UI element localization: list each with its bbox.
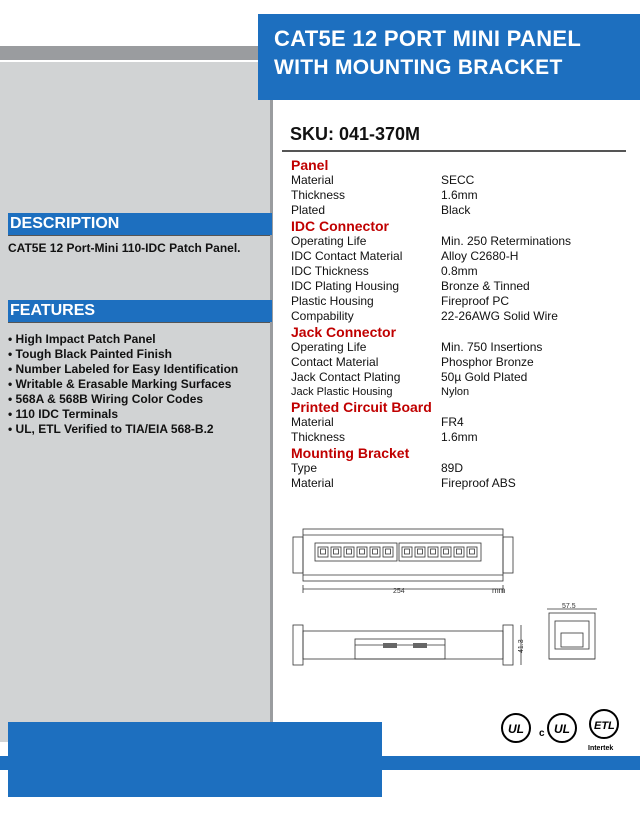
spec-row: Contact Material Phosphor Bronze — [291, 355, 534, 369]
front-view — [293, 529, 513, 595]
description-text: CAT5E 12 Port-Mini 110-IDC Patch Panel. — [8, 241, 241, 255]
jack-port-opening — [334, 549, 339, 554]
svg-text:ETL: ETL — [594, 720, 615, 732]
feature-item: • 110 IDC Terminals — [8, 407, 238, 422]
jack-port-opening — [347, 549, 352, 554]
title-banner — [258, 14, 640, 100]
etl-logo — [588, 710, 618, 752]
jack-port-opening — [405, 549, 410, 554]
spec-row: IDC Contact Material Alloy C2680-H — [291, 249, 519, 263]
side-view — [547, 603, 597, 659]
spec-row: Plastic Housing Fireproof PC — [291, 294, 510, 308]
spec-row: IDC Thickness 0.8mm — [291, 264, 478, 278]
spec-row: Compability 22-26AWG Solid Wire — [291, 309, 558, 323]
jack-port — [428, 547, 438, 557]
svg-text:UL: UL — [554, 722, 570, 736]
features-divider — [8, 322, 270, 323]
jack-port — [402, 547, 412, 557]
jack-port-opening — [360, 549, 365, 554]
title-line-1: CAT5E 12 PORT MINI PANEL — [274, 26, 582, 51]
feature-item: • Writable & Erasable Marking Surfaces — [8, 377, 238, 392]
bottom-blue-block — [8, 722, 382, 797]
spec-group-bracket: Mounting Bracket — [291, 445, 410, 461]
left-divider — [270, 60, 273, 742]
jack-row — [318, 547, 477, 557]
spec-row: Plated Black — [291, 203, 471, 217]
spec-group-panel: Panel — [291, 157, 329, 173]
jack-port-opening — [321, 549, 326, 554]
features-list — [8, 332, 238, 437]
spec-group-jack: Jack Connector — [291, 324, 397, 340]
intertek-label: Intertek — [588, 745, 614, 752]
description-divider — [8, 235, 270, 236]
certification-marks — [498, 708, 628, 758]
svg-text:UL: UL — [508, 722, 524, 736]
jack-port — [357, 547, 367, 557]
jack-port-opening — [386, 549, 391, 554]
unit-label: mm — [492, 586, 506, 595]
spec-row: Jack Plastic Housing Nylon — [291, 386, 470, 398]
cul-logo — [539, 714, 576, 742]
jack-port — [318, 547, 328, 557]
sku-label: SKU: 041-370M — [290, 124, 421, 144]
jack-port — [383, 547, 393, 557]
jack-port-opening — [457, 549, 462, 554]
spec-row: Thickness 1.6mm — [291, 188, 478, 202]
sku-divider — [282, 150, 626, 152]
top-view — [293, 625, 525, 665]
title-line-2: WITH MOUNTING BRACKET — [274, 56, 563, 79]
depth-dimension: 57.5 — [562, 603, 576, 610]
spec-table — [291, 157, 631, 491]
spec-row: Material Fireproof ABS — [291, 476, 516, 490]
feature-item: • 568A & 568B Wiring Color Codes — [8, 392, 238, 407]
svg-text:c: c — [539, 728, 545, 739]
jack-port — [415, 547, 425, 557]
height-dimension: 41.3 — [518, 639, 525, 653]
jack-port-opening — [431, 549, 436, 554]
spec-row: Operating Life Min. 250 Reterminations — [291, 234, 572, 248]
spec-row: Material SECC — [291, 173, 475, 187]
ul-logo — [502, 714, 530, 742]
spec-row: IDC Plating Housing Bronze & Tinned — [291, 279, 530, 293]
features-heading: FEATURES — [8, 300, 272, 322]
feature-item: • Tough Black Painted Finish — [8, 347, 238, 362]
spec-row: Type 89D — [291, 461, 464, 475]
jack-port — [370, 547, 380, 557]
jack-port-opening — [470, 549, 475, 554]
feature-item: • Number Labeled for Easy Identification — [8, 362, 238, 377]
spec-row: Operating Life Min. 750 Insertions — [291, 340, 543, 354]
width-dimension: 254 — [393, 588, 405, 595]
jack-port — [441, 547, 451, 557]
jack-port — [344, 547, 354, 557]
jack-port — [467, 547, 477, 557]
jack-port-opening — [373, 549, 378, 554]
description-heading: DESCRIPTION — [8, 213, 272, 235]
spec-row: Jack Contact Plating 50µ Gold Plated — [291, 370, 528, 384]
feature-item: • UL, ETL Verified to TIA/EIA 568-B.2 — [8, 422, 238, 437]
feature-item: • High Impact Patch Panel — [8, 332, 238, 347]
jack-port — [454, 547, 464, 557]
jack-port-opening — [444, 549, 449, 554]
jack-port — [331, 547, 341, 557]
technical-drawing — [285, 513, 625, 673]
spec-group-pcb: Printed Circuit Board — [291, 399, 432, 415]
jack-port-opening — [418, 549, 423, 554]
spec-row: Thickness 1.6mm — [291, 430, 478, 444]
spec-group-idc: IDC Connector — [291, 218, 389, 234]
spec-row: Material FR4 — [291, 415, 464, 429]
